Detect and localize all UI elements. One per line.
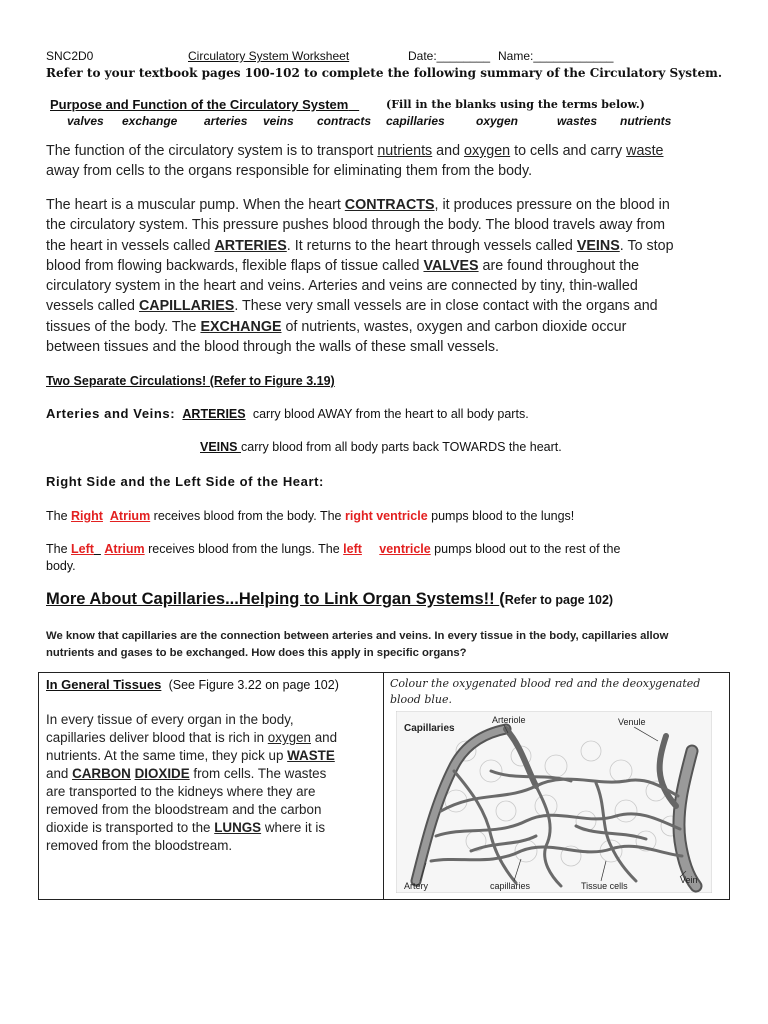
general-tissues-heading: In General Tissues (46, 677, 162, 692)
capillaries-diagram[interactable] (396, 711, 712, 893)
answer-left[interactable]: Left (71, 542, 94, 556)
answer-right-ventricle[interactable]: right ventricle (344, 509, 428, 523)
answer-arteries-2[interactable]: ARTERIES (182, 407, 246, 421)
capillaries-heading-text: More About Capillaries...Helping to Link Organ Systems!! (46, 590, 500, 608)
answer-left-2[interactable]: left (343, 542, 362, 556)
capillaries-heading: More About Capillaries...Helping to Link Organ Systems!! (Refer to page 102) (46, 590, 614, 608)
term-capillaries: capillaries (386, 114, 445, 128)
label-arteriole: Arteriole (492, 715, 526, 725)
sides-heading: Right Side and the Left Side of the Heart: (46, 474, 324, 489)
diagram-title: Capillaries (404, 723, 455, 734)
capillaries-intro: We know that capillaries are the connection between arteries and veins. In every tissue in the body, capillaries allow nutrients and gases to be exchanged. How does this apply in specific organs? (46, 630, 669, 659)
capillaries-table (38, 672, 730, 900)
date-field[interactable]: Date:________ (408, 49, 491, 63)
answer-waste[interactable]: waste (626, 143, 664, 159)
fill-note: (Fill in the blanks using the terms below.) (386, 98, 645, 111)
two-circulations-heading: Two Separate Circulations! (Refer to Figure 3.19) (46, 374, 335, 388)
answer-veins[interactable]: VEINS (576, 237, 620, 254)
answer-oxygen[interactable]: oxygen (464, 143, 511, 159)
answer-oxygen-2[interactable]: oxygen (267, 730, 311, 745)
veins-line: VEINS carry blood from all body parts back TOWARDS the heart. (200, 440, 562, 454)
term-valves: valves (67, 114, 104, 128)
right-side-line: The Right Atrium receives blood from the body. The right ventricle pumps blood to the lungs! (46, 509, 575, 523)
paragraph-function: The function of the circulatory system is to transport nutrients and oxygen to cells and carry waste away from cells to the organs responsible for eliminating them from the body. (46, 143, 664, 180)
answer-lungs[interactable]: LUNGS (214, 820, 262, 835)
answer-dioxide[interactable]: DIOXIDE (134, 766, 190, 781)
name-field[interactable]: Name:____________ (498, 49, 614, 63)
answer-right-atrium[interactable]: Atrium (109, 509, 151, 523)
answer-capillaries[interactable]: CAPILLARIES (138, 298, 235, 315)
term-nutrients: nutrients (620, 114, 672, 128)
answer-exchange[interactable]: EXCHANGE (200, 318, 282, 335)
paragraph-heart: The heart is a muscular pump. When the heart CONTRACTS, it produces pressure on the blood in the circulatory system. This pressure pushes blood through the body. The blood travels away from the heart in vessels called ARTERIES. It returns to the heart through vessels called VEINS. To stop blood from flowing backwards, flexible flaps of tissue called VALVES are found throughout the circulatory system in the heart and veins. Arteries and veins are connected by tiny, thin-walled vessels called CAPILLARIES. These very small vessels are in close contact with the organs and tissues of the body. The EXCHANGE of nutrients, wastes, oxygen and carbon dioxide occur between tissues and the blood through the walls of these small vessels. (46, 197, 674, 356)
general-tissues-ref: (See Figure 3.22 on page 102) (168, 678, 339, 692)
left-side-line: The Left Atrium receives blood from the lungs. The left ventricle pumps blood out to the rest of the body. (46, 542, 621, 573)
term-exchange: exchange (122, 114, 178, 128)
colour-instruction: Colour the oxygenated blood red and the deoxygenated blood blue. (390, 677, 701, 706)
answer-contracts[interactable]: CONTRACTS (344, 197, 435, 213)
purpose-heading-text: Purpose and Function of the Circulatory System (50, 97, 349, 112)
term-contracts: contracts (317, 114, 372, 128)
label-tissue-cells: Tissue cells (581, 881, 628, 891)
general-tissues-header (46, 677, 339, 692)
general-tissues-cell (39, 673, 384, 900)
label-artery: Artery (404, 881, 429, 891)
term-wastes: wastes (557, 114, 598, 128)
answer-carbon[interactable]: CARBON (72, 766, 131, 781)
capillaries-refer: Refer to page 102) (504, 593, 614, 607)
instruction-line: Refer to your textbook pages 100-102 to complete the following summary of the Circulatory System. (46, 66, 723, 80)
answer-left-atrium[interactable]: Atrium (104, 542, 145, 556)
term-arteries: arteries (204, 114, 248, 128)
term-veins: veins (263, 114, 294, 128)
label-vein: Vein (680, 875, 698, 885)
worksheet-title (188, 49, 349, 63)
answer-valves[interactable]: VALVES (423, 257, 479, 274)
answer-left-ventricle[interactable]: ventricle (379, 542, 431, 556)
arteries-line: Arteries and Veins: ARTERIES carry blood AWAY from the heart to all body parts. (46, 406, 529, 421)
answer-veins-2[interactable]: VEINS (200, 440, 241, 454)
purpose-heading (50, 97, 359, 112)
answer-nutrients[interactable]: nutrients (377, 143, 433, 159)
arteries-veins-label: Arteries and Veins: (46, 406, 176, 421)
course-code: SNC2D0 (46, 49, 94, 63)
diagram-cell (384, 673, 730, 900)
answer-right[interactable]: Right (71, 509, 103, 523)
general-tissues-text: In every tissue of every organ in the body, capillaries deliver blood that is rich in oxygen and nutrients. At the same time, they pick up WASTE and CARBON DIOXIDE from cells. The wastes are transported to the kidneys where they are removed from the bloodstream and the carbon dioxide is transported to the LUNGS where it is removed from the bloodstream. (46, 712, 338, 853)
label-venule: Venule (618, 717, 646, 727)
term-oxygen: oxygen (476, 114, 519, 128)
answer-arteries[interactable]: ARTERIES (214, 237, 287, 254)
worksheet-title-text: Circulatory System Worksheet (188, 49, 350, 63)
label-capillaries: capillaries (490, 881, 531, 891)
answer-waste-2[interactable]: WASTE (287, 748, 335, 763)
